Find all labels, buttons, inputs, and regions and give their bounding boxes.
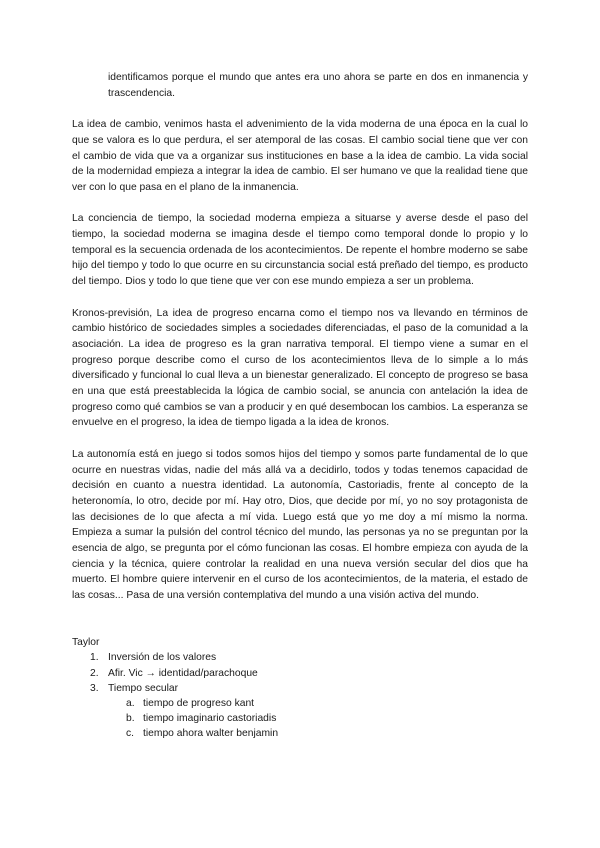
- outline-list: [72, 650, 528, 696]
- sublist-text: tiempo de progreso kant: [143, 698, 255, 710]
- sublist-text: tiempo imaginario castoriadis: [143, 713, 277, 725]
- paragraph-continuation: identificamos porque el mundo que antes era uno ahora se parte en dos en inmanencia y trascendencia.: [108, 72, 528, 99]
- paragraph-kronos-prevision: Kronos-previsión, La idea de progreso encarna como el tiempo nos va llevando en términos de cambio histórico de sociedades simples a sociedades diferenciadas, el paso de la comunidad a la asociación. La idea de progreso es la gran narrativa temporal. El tiempo viene a sumar en el progreso porque describe como el curso de los acontecimientos lleva de lo simple a lo más diversificado y funcional lo cual lleva a un bienestar generalizado. El concepto de progreso se basa en una que está preestablecida la lógica de cambio social, se anuncia con antelación la idea de progreso como qué cambios se van a producir y en qué desembocan los cambios. La esperanza se envuelve en el progreso, la idea de tiempo ligada a la idea de kronos.: [72, 307, 528, 429]
- sublist-item: [72, 711, 528, 726]
- list-item: [72, 681, 528, 696]
- list-number: 3.: [90, 682, 99, 694]
- outline-sublist: [72, 696, 528, 742]
- document-page: [72, 70, 528, 742]
- sublist-item: [72, 696, 528, 711]
- paragraph-conciencia-de-tiempo: La conciencia de tiempo, la sociedad moderna empieza a situarse y averse desde el paso del tiempo, la sociedad moderna se imagina desde el tiempo como temporal donde lo propio y lo temporal es la secuencia ordenada de los acontecimientos. De repente el hombre moderno se sabe hijo del tiempo y todo lo que ocurre en su circunstancia social está preñado del tiempo, es producto del tiempo. Dios y todo lo que tiene que ver con ese mundo empieza a ser un problema.: [72, 213, 528, 288]
- list-text: Tiempo secular: [108, 682, 179, 694]
- list-item: [72, 650, 528, 665]
- outline-heading: Taylor: [72, 637, 100, 649]
- list-number: 2.: [90, 667, 99, 679]
- paragraph-idea-de-cambio: La idea de cambio, venimos hasta el advenimiento de la vida moderna de una época en la cual lo que se valora es lo que perdura, el ser atemporal de las cosas. El cambio social tiene que ver con el cambio de vida que va a organizar sus instituciones en base a la idea de cambio. La vida social de la modernidad empieza a integrar la idea de cambio. El ser humano ve que la realidad tiene que ver con lo que pasa en el plano de la inmanencia.: [72, 119, 528, 193]
- list-number: 1.: [90, 652, 99, 664]
- sublist-text: tiempo ahora walter benjamin: [143, 728, 279, 740]
- sublist-letter: c.: [126, 728, 135, 740]
- sublist-letter: b.: [126, 713, 135, 725]
- list-item: [72, 666, 528, 681]
- list-text: Inversión de los valores: [108, 652, 217, 664]
- list-text: Afir. Vic → identidad/parachoque: [108, 667, 258, 679]
- sublist-letter: a.: [126, 698, 135, 710]
- sublist-item: [72, 726, 528, 741]
- paragraph-autonomia: La autonomía está en juego si todos somos hijos del tiempo y somos parte fundamental de lo que ocurre en nuestras vidas, nadie del más allá va a decidirlo, todos y todas tenemos capacidad de decisión en cuanto a nuestra identidad. La autonomía, Castoriadis, frente al concepto de la heteronomía, lo otro, decide por mí. Hay otro, Dios, que decide por mí, yo no soy protagonista de las decisiones de lo que afecta a mí vida. Luego está que yo me doy a mí mismo la norma. Empieza a sumar la pulsión del control técnico del mundo, las personas ya no se preguntan por la esencia de algo, se pregunta por el cómo funcionan las cosas. El hombre empieza con ayuda de la ciencia y la técnica, quiere controlar la realidad en una nueva versión secular del dios que ha muerto. El hombre quiere intervenir en el curso de los acontecimientos, de la materia, el estado de las cosas... Pasa de una versión contemplativa del mundo a una visión activa del mundo.: [72, 448, 528, 602]
